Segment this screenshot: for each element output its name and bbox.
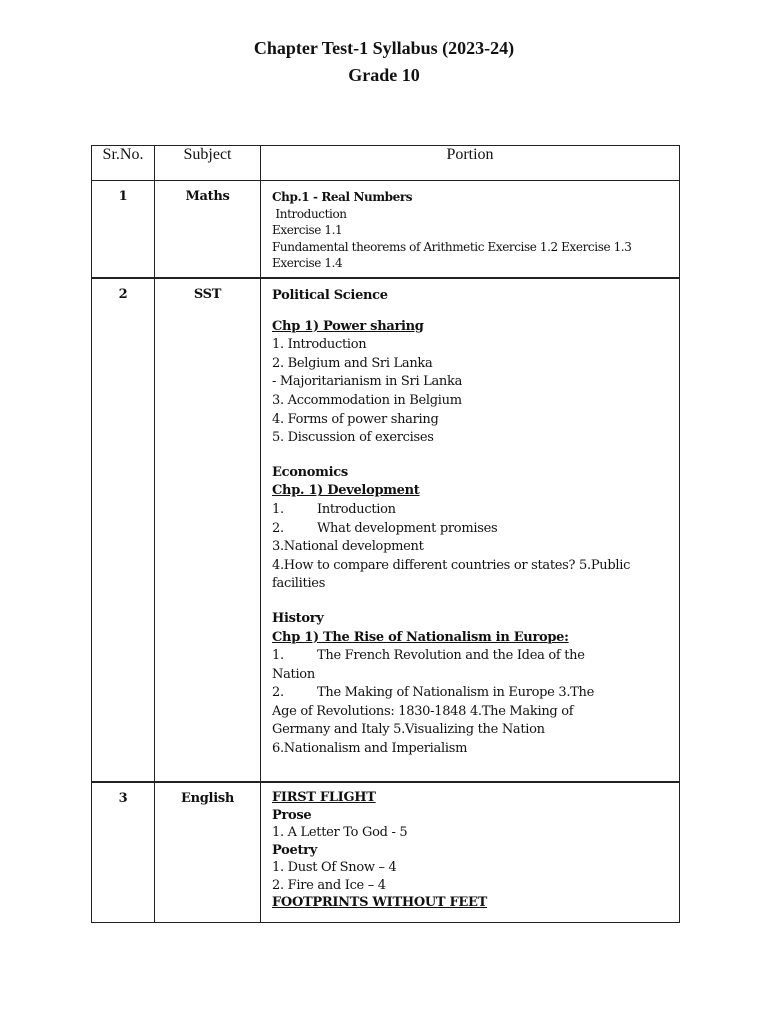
table-row <box>92 278 680 782</box>
item-text: The French Revolution and the Idea of the <box>317 648 585 664</box>
table-row <box>92 181 680 279</box>
section-heading-poetry: Poetry <box>272 842 317 858</box>
table-row <box>92 782 680 923</box>
list-item: Germany and Italy 5.Visualizing the Nation <box>272 722 545 738</box>
item-number: 2. <box>272 520 284 536</box>
list-item: 2. Belgium and Sri Lanka <box>272 355 433 371</box>
item-number: 1. <box>272 648 284 664</box>
list-item: Age of Revolutions: 1830-1848 4.The Making of <box>272 703 574 719</box>
list-item: Nation <box>272 666 315 682</box>
row-srno: 1 <box>92 181 155 279</box>
list-item: 1. A Letter To God - 5 <box>272 825 408 840</box>
book-title-footprints: FOOTPRINTS WITHOUT FEET <box>272 895 488 910</box>
section-heading-prose: Prose <box>272 807 312 823</box>
syllabus-table <box>91 145 680 923</box>
chapter-title-power-sharing: Chp 1) Power sharing <box>272 318 424 334</box>
maths-chapter-title: Chp.1 - Real Numbers <box>272 190 413 204</box>
header-portion: Portion <box>261 146 680 181</box>
list-item: 5. Discussion of exercises <box>272 430 434 446</box>
row-subject: Maths <box>155 181 261 279</box>
document-title: Chapter Test-1 Syllabus (2023-24) <box>253 38 515 58</box>
list-item: 4. Forms of power sharing <box>272 411 439 427</box>
section-heading-history: History <box>272 610 324 626</box>
table-header-row <box>92 146 680 181</box>
list-item <box>272 647 671 666</box>
chapter-title-development: Chp. 1) Development <box>272 483 420 499</box>
row-portion <box>261 181 680 279</box>
list-item: 1. Dust Of Snow – 4 <box>272 860 397 875</box>
row-srno: 2 <box>92 278 155 782</box>
list-item <box>272 684 671 703</box>
row-portion <box>261 278 680 782</box>
book-title-first-flight: FIRST FLIGHT <box>272 790 376 805</box>
list-item: 4.How to compare different countries or states? 5.Public <box>272 557 631 573</box>
section-heading-political-science: Political Science <box>272 288 388 303</box>
section-heading-economics: Economics <box>272 464 348 480</box>
maths-line: Fundamental theorems of Arithmetic Exercise 1.2 Exercise 1.3 <box>272 239 632 254</box>
list-item: 6.Nationalism and Imperialism <box>272 741 468 757</box>
maths-line: Introduction <box>272 206 347 221</box>
list-item: 3.National development <box>272 539 424 555</box>
header-subject: Subject <box>155 146 261 181</box>
item-text: The Making of Nationalism in Europe 3.The <box>317 685 595 701</box>
list-item: - Majoritarianism in Sri Lanka <box>272 374 463 390</box>
item-text: What development promises <box>317 520 498 536</box>
header-srno: Sr.No. <box>92 146 155 181</box>
row-subject: SST <box>155 278 261 782</box>
maths-line: Exercise 1.4 <box>272 256 343 270</box>
row-subject: English <box>155 782 261 923</box>
maths-line: Exercise 1.1 <box>272 223 343 237</box>
list-item: 3. Accommodation in Belgium <box>272 392 462 408</box>
row-srno: 3 <box>92 782 155 923</box>
list-item <box>272 501 671 520</box>
row-portion <box>261 782 680 923</box>
list-item <box>272 520 671 539</box>
item-text: Introduction <box>317 501 396 517</box>
list-item: 2. Fire and Ice – 4 <box>272 877 386 893</box>
chapter-title-nationalism: Chp 1) The Rise of Nationalism in Europe: <box>272 629 569 645</box>
item-number: 1. <box>272 501 284 517</box>
item-number: 2. <box>272 685 284 701</box>
list-item: 1. Introduction <box>272 337 367 353</box>
document-grade: Grade 10 <box>348 65 420 85</box>
list-item: facilities <box>272 576 326 592</box>
